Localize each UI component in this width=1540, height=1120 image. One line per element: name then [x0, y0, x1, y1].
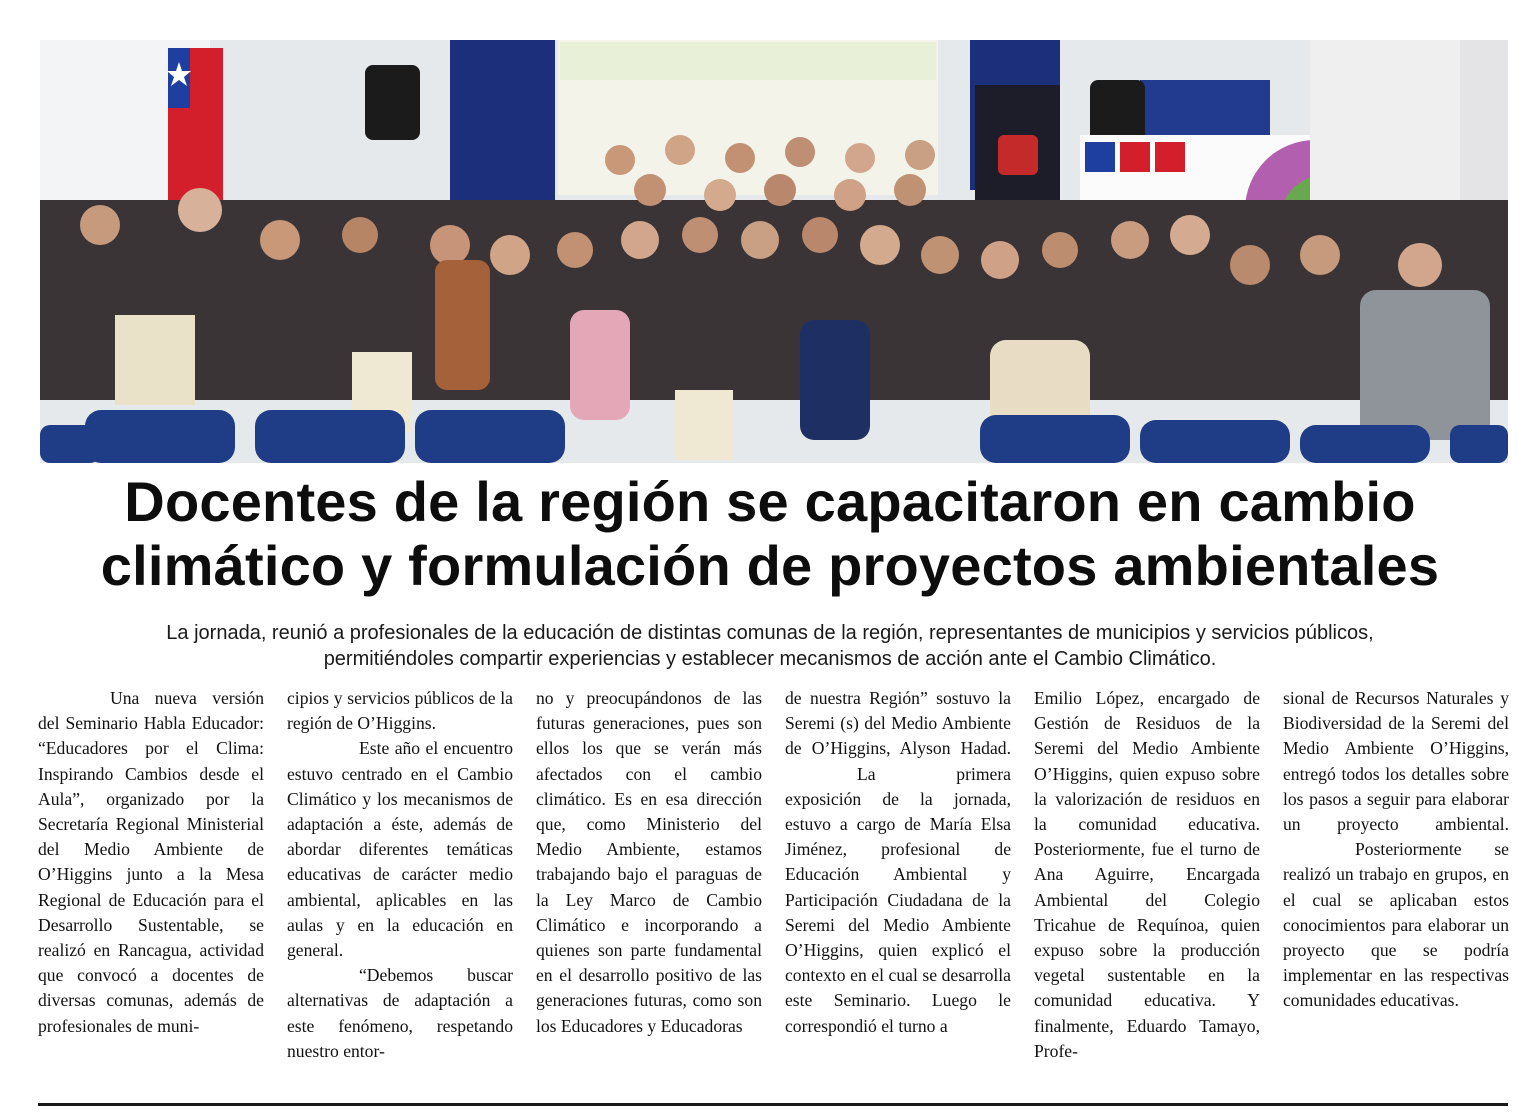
- subtitle-line-2: permitiéndoles compartir experiencias y establecer mecanismos de acción ante el Cambio Climático.: [323, 648, 1217, 670]
- headline-line-2: climático y formulación de proyectos ambientales: [100, 534, 1440, 597]
- headline-line-1: Docentes de la región se capacitaron en cambio: [124, 470, 1416, 533]
- body-column-6: [1283, 686, 1509, 1014]
- paragraph: La primera exposición de la jornada, estuvo a cargo de María Elsa Jiménez, profesional de Educación Ambiental y Participación Ciudadana de la Seremi del Medio Ambiente O’Higgins, quien explicó el contexto en el cual se desarrolla este Seminario. Luego le correspondió el turno a: [785, 763, 1011, 1036]
- tote-bag: [115, 315, 195, 405]
- speaker-left: [365, 65, 420, 140]
- bottom-rule: [38, 1103, 1508, 1106]
- body-column-4: [785, 686, 1011, 1039]
- paragraph: “Debemos buscar alternativas de adaptación a este fenómeno, respetando nuestro entor-: [287, 965, 513, 1061]
- paragraph: no y preocupándonos de las futuras generaciones, pues son ellos los que se verán más afectados con el cambio climático. Es en esa dirección que, como Ministerio del Medio Ambiente, estamos trabajando bajo el paraguas de la Ley Marco de Cambio Climático e incorporando a quienes son parte fundamental en el desarrollo positivo de las generaciones futuras, como son los Educadores y Educadoras: [536, 688, 762, 1036]
- subtitle: [60, 620, 1480, 672]
- group-photo-illustration: [40, 40, 1508, 463]
- paragraph: Posteriormente se realizó un trabajo en grupos, en el cual se aplicaban estos conocimientos para elaborar un proyecto que se podría implementar en las respectivas comunidades educativas.: [1283, 839, 1509, 1011]
- paragraph: Este año el encuentro estuvo centrado en el Cambio Climático y los mecanismos de adaptación a éste, además de abordar diferentes temáticas educativas de carácter medio ambiental, aplicables en las aulas y en la educación en general.: [287, 738, 513, 961]
- body-column-2: [287, 686, 513, 1064]
- paragraph: cipios y servicios públicos de la región de O’Higgins.: [287, 688, 513, 734]
- paragraph: sional de Recursos Naturales y Biodiversidad de la Seremi del Medio Ambiente O’Higgins, entregó todos los detalles sobre los pasos a seguir para elaborar un proyecto ambiental.: [1283, 688, 1509, 835]
- flag-icon: [167, 48, 223, 208]
- body-column-1: [38, 686, 264, 1039]
- subtitle-line-1: La jornada, reunió a profesionales de la educación de distintas comunas de la región, representantes de municipios y servicios públicos,: [166, 622, 1374, 644]
- headline: [30, 470, 1510, 598]
- group-photo: [40, 40, 1508, 463]
- paragraph: de nuestra Región” sostuvo la Seremi (s) del Medio Ambiente de O’Higgins, Alyson Hadad.: [785, 688, 1011, 759]
- paragraph: Emilio López, encargado de Gestión de Residuos de la Seremi del Medio Ambiente O’Higgins, quien expuso sobre la valorización de residuos en la comunidad educativa. Posteriormente, fue el turno de Ana Aguirre, Encargada Ambiental del Colegio Tricahue de Requínoa, quien expuso sobre la producción vegetal sustentable en la comunidad educativa. Y finalmente, Eduardo Tamayo, Profe-: [1034, 688, 1260, 1061]
- paragraph: Una nueva versión del Seminario Habla Educador: “Educadores por el Clima: Inspirando Cambios desde el Aula”, organizado por la Secretaría Regional Ministerial del Medio Ambiente de O’Higgins junto a la Mesa Regional de Educación para el Desarrollo Sustentable, se realizó en Rancagua, actividad que convocó a docentes de diversas comunas, además de profesionales de muni-: [38, 688, 264, 1036]
- body-column-3: [536, 686, 762, 1039]
- body-column-5: [1034, 686, 1260, 1064]
